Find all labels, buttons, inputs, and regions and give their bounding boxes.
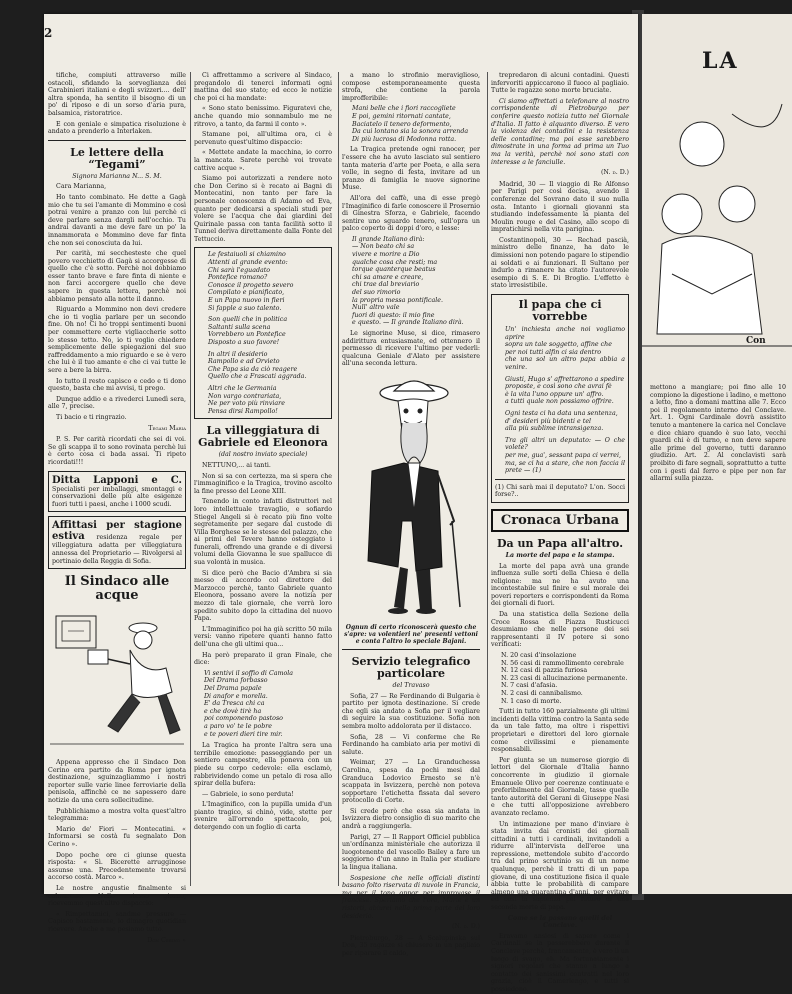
telegram: Costantinopoli, 30 — Rechad pascià, ministro delle finanze, ha dato le dimissioni non potendo pagare lo stipendio ai soldati e ai funzionari. Il Sultano per indurlo a rimanere ha citato l'autorevole esempio di S. E. Di Broglio. L'effetto è stato irresistibile. xyxy=(491,236,629,290)
paragraph: All'ora del caffè, una di esse pregò l'Imaginifico di farle conoscere il Prosernio di Ginestra Sforza, e Gabriele, facendo sentire uno sguardo tenero, sull'opra un palco coperto di doppi d'oro, e lesse: xyxy=(342,194,480,233)
article-title: Il Sindaco alle acque xyxy=(64,574,170,604)
article-subtitle: Signora Marianna N... S. M. xyxy=(72,172,162,180)
paragraph: Ci affrettammo a scrivere al Sindaco, pregandolo di tenerci informati ogni mattina del suo stato; ed ecco le notizie che poi ci ha mandate: xyxy=(194,72,332,102)
poem-line: Mani belle che i fiori raccogliete xyxy=(352,105,456,113)
paragraph: Un intimazione per mano d'inviare è stata invita dai cronisti dei giornali cittadini a tutti i cardinali, invitandoli a ridurre all'intervista dell'eroe una repressione, mettendole subito d'accordo tra dal primo scrutinio su di un nome qualunque, perchè il tratti di un papa giovane, di una costituzione fisica il quale abbia tutte le probabilità di campare almeno una quarantina d'anni, per evitare ed così la sapienza pel futuro di una seconda morte di papa. xyxy=(491,820,629,912)
paragraph: Dopo poche ore ci giunse questa risposta: « Sì. Bicerette arrugginose assunse una. Precedentemente trovarsi accorso costà. Marco ». xyxy=(48,851,186,882)
poem-line: Che Papa sia da ciò reagere xyxy=(208,365,298,373)
paragraph: Per carità, mi secchesteste che quel povero vecchietto di Gagà si accorgesse di quello che c'è sotto. Perchè noi dobbiamo esser tanto brave e fare finta di niente e non farci accorgere quello che deve sapere in questa lettera, perchè noi abbiamo pensato alla notte il danno. xyxy=(48,250,186,303)
poem-box xyxy=(194,247,332,419)
column-rule xyxy=(487,72,488,886)
telegram: Madrid, 30 — Il viaggio di Re Alfonso per Parigi per così decisa, avendo il conferenze del Sovrano dato il suo nulla osta. Intanto i giornali giovanni sta studiando indefessamente la pianta del Moulin rouge e del Casino, allo scopo di impratichirsi nella vita parigina. xyxy=(491,180,629,234)
poem-line: ma, se ci ha a stare, che non faccia il prete — (1) xyxy=(505,459,625,475)
paragraph: L'Imaginifico, con la pupilla umida d'un pianto tragico, si chinò, vide, stette per svenire all'orrendo spettacolo, poi, detergendo con un foglio di carta xyxy=(194,801,332,832)
poem-line: Attenti al grande evento: xyxy=(208,259,288,267)
paragraph: Stamane poi, all'ultima ora, ci è pervenuto quest'ultimo dispaccio: xyxy=(194,131,332,146)
poem-line: Non vargo contrariata, xyxy=(208,392,282,400)
poem-line: Un' inchiesta anche noi vogliamo aprire xyxy=(505,326,625,341)
note-signature: (N. d. D.) xyxy=(451,923,480,931)
poem-line: Si fapple a suo talento. xyxy=(208,304,282,312)
ad-title: Affittasi per stagione estiva xyxy=(52,520,182,543)
page-number: 2 xyxy=(44,26,53,40)
article-subtitle: Come se la passano quelli del Conclave. xyxy=(507,914,613,930)
editor-note: Ci siamo affrettati a telefonare al nostro corrispondente di Pietroburgo per conferire questo notizia tutto nel Giornale d'Italia. Il fatto è alquanto diverso. E vero la violenza dei contadini e la resistenza delle contadine; ma poi esse sarebbero dimostrate in una forma ad prima un Tuo ma la verità, perchè noi sono stati con interesse a le fanciulle. xyxy=(491,97,629,166)
paragraph: trepredaron di alcuni contadini. Questi infervoriti appiccarono il fuoco al pagliaio. Tutte le ragazze sono morte bruciate. xyxy=(491,72,629,95)
poem-line: Ogni testa ci ha data una sentenza, xyxy=(505,409,618,417)
poem-line: Vorrebbero un Pontefice xyxy=(208,331,286,339)
paragraph: Appena appresso che il Sindaco Don Cerino era partito da Roma per ignota destinazione, sguinzagliammo i nostri reporter sulle varie linee ferroviarie della penisola, affinchè ce ne sapessero dare notizie da una cera sollecitudine. xyxy=(48,759,186,805)
poem-line: Del Drama papale xyxy=(204,684,262,692)
poem-line: In altri il desiderio xyxy=(208,350,268,358)
article-subtitle: (dal nostro inviato speciale) xyxy=(218,451,308,459)
paragraph: Tenendo in conto infatti distruttori nel loro intellettuale travaglio, e sofiardo Stiegel Angeli si è recato più fino volte segretamente per segare dal custode di Villa Borghese se le stesse del palazzo, che ai primi del Tevere hanno osteggiato i funerali, offrendo una grande e di diversi volumi della Giovanna le sue spallucce di sua volontà in musica. xyxy=(194,498,332,567)
cartoon-illustration xyxy=(642,84,792,384)
telegram: Parigi, 27 — Il Rapport Officiel pubblica un'ordinanza ministeriale che autorizza il luogotenente del vascello Bailey a fare un soggiorno d'un anno in Italia per studiare la lingua italiana. xyxy=(342,833,480,872)
poem-line: Altri che le Germania xyxy=(208,384,277,392)
stats-item: N. 2 casi di cannibalismo. xyxy=(501,690,583,697)
poem-line: sopra un tale soggetto, affine che xyxy=(505,341,612,349)
paragraph: « Mettete andate la macchina, io corro la mancata. Sarete perchè voi trovate cattive acque ». xyxy=(194,149,332,172)
telegram: Weimar, 27 — La Granduchessa Carolina, spesa da pochi mesi dal Granduca Lodovico Ernesto se n'è scappata in Isvizzera, perchè non poteva sopportare l'etichetta fissata dal severo protocollo di Corte. xyxy=(342,759,480,805)
paragraph: Pubblichiamo a mostra volta quest'altro telegramma: xyxy=(48,807,186,823)
paragraph: Ha però preparato il gran Finale, che dice: xyxy=(194,651,332,667)
paragraph: Le nostre angustie finalmente si calmarono. Nello stesso giorno, ricevemmo quest'altro dispaccio: xyxy=(48,885,186,908)
poem xyxy=(342,105,480,143)
column-4 xyxy=(491,72,629,993)
ad-text: residenza regale per villeggiatura adatta per villeggiatura annessa del Proprietario — Rivolgersi al portinaio della Reggia di Sofia. xyxy=(52,534,182,565)
article-text: mettono a mangiare; poi fino alle 10 compiono la digestione i ladino, e mettono a letto, fino a domani mattina alle 7. Ecco poi il regolamento interno del Conclave. Art. 1. Ogni Cardinale dovrà assistito tenuto a mantenere la carica nel Conclave e dice chiaro quando è suo lato, vecchi guardi chi è di turno, e non deve sapere alle prime del governo, tutti daranno giudizio. Art. 2. Al conclavisti sarà proibito di fare segnali, soprattutto a tutte con i gesti dal ferro e pipe per non far allarmi sulla piazza. xyxy=(650,384,786,483)
footnote: (1) Chi sarà mai il deputato? L'on. Socci forse?.. xyxy=(495,483,625,499)
masthead-fragment: LA xyxy=(702,48,739,74)
stats-item: N. 12 casi di pazzia furiosa xyxy=(501,667,588,675)
ad-title: Ditta Lapponi e C. xyxy=(52,474,182,486)
poem xyxy=(495,326,625,475)
section-subtitle: del Travaso xyxy=(392,681,430,689)
poem-line: e che dovè tirè ha xyxy=(204,707,262,715)
closing: Ti bacio e ti ringrazio. xyxy=(56,413,127,421)
poem xyxy=(198,251,328,415)
poem-line: Pontefice romano? xyxy=(208,274,268,282)
stats-item: N. 20 casi d'insolazione xyxy=(501,652,577,660)
poem-line: che una sol un altro papa abbia a venire. xyxy=(505,356,625,371)
stats-item: N. 23 casi di allucinazione permanente. xyxy=(501,674,628,682)
telegram: Si crede però che essa sia andata in Isvizzera dietro consiglio di suo marito che andrà a raggiungerla. xyxy=(342,807,480,831)
paragraph: Eravamo ansiosi di sapere come i Cardinali se la passerebbero durante il Conclave perchè, francamente, è vero lì un luogo di svago, eh. Ma fortunatamente i signori regolari che stanno a lungo a contatto dei sanissimi contratti nel loro grazia, cioè il Camerlengo, e tutti si possiedono. xyxy=(491,932,629,993)
poem-line: del suo rimorio xyxy=(352,289,401,297)
poem-line: a paro vo' te le pobre xyxy=(204,722,273,730)
poem-line: Saltanti sulla scena xyxy=(208,323,271,331)
poem-line: la propria messa pontificale. xyxy=(352,296,443,304)
telegram: Pietroburgo, 28 — A Scalupinska sul Don, 35 ragazze si chiusero in un pagliaio per riparare il caldo, xyxy=(342,934,480,957)
telegram: Sofia, 27 — Re Ferdinando di Bulgaria è partito per ignota destinazione. Si crede che egli sia andato a Sofia per il vegliare di seguire la sua costituzione. Sofia non sembra molto addolorata per il distacco. xyxy=(342,692,480,730)
paragraph: Ho tanto combinato. He dette a Gagà mio che tu sei l'amante di Mommino e così potrai venire a pranzo con lui perchè ci deve parlare senza dargli nell'occhio. Tu andrai davanti a me deve fare un po' la innammorata e Mommino deve far finta che non sei conosciuta da lui. xyxy=(48,193,186,247)
advertisement xyxy=(48,471,186,513)
section-banner: Cronaca Urbana xyxy=(491,509,629,532)
paragraph: — Gabriele, io sono perduta! xyxy=(202,790,294,798)
poem-line: Son quelli che in politica xyxy=(208,316,288,324)
stats-item: N. 56 casi di rammollimento cerebrale xyxy=(501,659,624,667)
paragraph: « Rimpettamici, sandme pressure — Capisco bastamente, io dimagro quotidian ricevere. Anche a me pesiamo tutto. xyxy=(48,910,186,933)
poem-line: e te poveri dieri tire mir. xyxy=(204,730,283,738)
poem-line: Il grande Italiano dirà: xyxy=(352,235,425,243)
paragraph: « Sono stato benissimo. Figuratevi che, anche quando mio sonnambulo me ne ritrovo, a tanto, da farmi il conto ». xyxy=(194,105,332,128)
section-title: Servizio telegrafico particolare xyxy=(351,654,471,680)
poem-line: Le festaiuoli si chiamino xyxy=(208,251,286,259)
paragraph: Le signorine Muse, si dice, rimasero addirittura entusiasmate, ed ottennero il permesso di ricevere l'ultimo per vederli: qualcuna Geniale d'Alato per assistere all'una seconda lettura. xyxy=(342,330,480,368)
poem-line: Conosce il progetto severo xyxy=(208,281,294,289)
poem-line: Giusti, Hugo s' affrettarono a spedire xyxy=(505,375,625,383)
advertisement xyxy=(48,516,186,569)
divider xyxy=(495,479,625,480)
paragraph: Dunque addio e a rivederci Lunedì sera, alle 7, precise. xyxy=(48,395,186,411)
poem-line: E un Papa nuovo in fieri xyxy=(208,297,285,305)
article-title: Le lettere della “Tegami” xyxy=(70,145,164,171)
signature: Don Cerino » xyxy=(147,936,186,944)
paragraph: a mano lo strofinio meraviglioso, compose estemporaneamente questa strofa, che contiene la parola improfferibile: xyxy=(342,72,480,102)
poem-line: fuori di questo: il mio fine xyxy=(352,311,435,319)
stats-item: N. 1 caso di morte. xyxy=(501,697,562,705)
paragraph: La Tragica pretende ogni ranocer, per l'essere che ha avuto lasciato sul sentiero tanta materia d'arte per Poeta, e alla sera volle, in segno di festa, invitare ad un pranzo di famiglia le nuove signorine Muse. xyxy=(342,146,480,192)
paragraph: Siamo poi autorizzati a rendere noto che Don Cerino si è recato ai Bagni di Montecatini, non tanto per fare la personale conoscenza di Adamo ed Eva, quanto per dedicarsi a speciali studi per volere se l'acqua che dai giardini del Quirinale passa con tanta facilità sotto il Tunnel deriva direttamente dalla Fonte del Tettuccio. xyxy=(194,175,332,243)
poem-line: è la vita l'uno oppure un' affro. xyxy=(505,390,604,398)
poem-line: — Non beato chi sa xyxy=(352,243,415,251)
poem-line: E poi, gemini ritornati cantate, xyxy=(352,112,451,120)
caricature-illustration xyxy=(342,371,480,621)
article-title: La villeggiatura di Gabriele ed Eleonora xyxy=(198,424,328,450)
poem-line: chi trae dal breviario xyxy=(352,281,420,289)
postscript: P. S. Per carità ricordati che sei di voi. Se gli scappa il to sono rovinata perchè lui è certo cosa ci bada assai. Ti ripeto ricordati!!! xyxy=(48,436,186,466)
stats-item: N. 7 casi d'afasia. xyxy=(501,682,558,690)
poem-line: a tutti quale non possiamo offrire. xyxy=(505,398,614,406)
poem-line: Tra gli altri un deputato: — O che volete? xyxy=(505,436,625,452)
page-content xyxy=(44,14,638,993)
paragraph: Riguardo a Mommino non devi credere che io ti voglia parlare per un secondo fine. Oh no! Ci ho troppi sentimenti buoni per commettere certe vigliaccherie sotto lo stesso tetto. No, io ti voglio chiedere semplicemente delle spiegazioni del suo raffreddamento a mio riguardo e se è vero che lui è il tuo amante e che ci vai tutte le sere a bere la birra. xyxy=(48,306,186,374)
stats-list xyxy=(491,652,629,705)
poem-line: Da cui lontano sia la sonora arrenda xyxy=(352,128,469,136)
poem-title: Il papa che ci vorrebbe xyxy=(518,298,602,324)
poem-line: qualche cosa che resti; ma xyxy=(352,258,438,266)
poem-line: Compilato e pianificato, xyxy=(208,289,285,297)
telegram: Sofia, 28 — Vi conferme che Re Ferdinando ha cambiato aria per motivi di salute. xyxy=(342,733,480,756)
column-rule xyxy=(190,72,191,886)
paragraph: Da una statistica della Sezione della Croce Rossa di Piazza Rusticucci desumiamo che nelle persone dei sei rappresentanti il IV potere si sono verificati: xyxy=(491,611,629,649)
poem xyxy=(194,670,332,738)
paragraph: Per giunta se un numerose giorgio di lettori del Giornale d'Italia hanno concorrente in giudizio il giornale Emanuele Olivo per coerenze continuate e preferibilmente dal Giornale, tasse quelle tanto autorità del Gerani di Giuseppe Nasi e che tutti all'opposizione avrebbero avanzato reclamo. xyxy=(491,756,629,817)
poem-line: Di anafor e morella. xyxy=(204,692,268,700)
poem-line: d' desideri più bidenti e tel xyxy=(505,417,592,425)
paragraph: L'Immaginifico poi ha già scritto 50 mila versi: vanno ripetere quanti hanno fatto dell'una che gli ultimi qua... xyxy=(194,625,332,648)
illustration-caption: Ognun di certo riconoscerà questo che s'apre: va volentieri ne' presenti vettoni e conta l'altro lo speciale Bajani. xyxy=(344,623,478,645)
poem-line: E' da Tresca chi ca xyxy=(204,700,265,708)
poem-line: Vi sentivi il soffio di Camola xyxy=(204,669,294,677)
poem-box xyxy=(491,294,629,503)
poem-line: Rampollo e ad Orvieto xyxy=(208,358,280,366)
adjacent-page xyxy=(642,14,792,894)
poem-line: Quello che a Frascati aggrada. xyxy=(208,373,307,381)
ad-text: Specialisti per imballaggi, smontaggi e conservazioni delle più alte esigenze fuori tutti i paesi, anche i 1000 scudi. xyxy=(52,485,182,508)
dateline: NETTUNO,... ai tanti. xyxy=(202,461,271,469)
poem-line: Disposto a suo favore! xyxy=(208,339,280,346)
paragraph: Mario de' Fiori — Montecatini. « Informarsi se costà fu segnalato Don Cerino ». xyxy=(48,825,186,849)
column-2 xyxy=(194,72,332,886)
poem-line: Pensa dirsi Rampollo! xyxy=(208,407,278,415)
poem-line: Baciatelo il tenero deformento, xyxy=(352,120,452,128)
poem xyxy=(342,236,480,327)
poem-line: Chi sarà l'eguadato xyxy=(208,266,271,274)
illustration-caption: Con xyxy=(746,336,766,346)
intro-paragraph: E con geniale e simpatica risoluzione è andato a prenderlo a Interlaken. xyxy=(48,120,186,136)
paragraph: Tutti in tutto 160 parzialmente gli ultimi incidenti della vittima contro la Santa sede da un tale fatto, ma oltre i rispettivi proprietari e direttori del loro giornale come civilissimi e pienamente responsabili. xyxy=(491,708,629,754)
paragraph: Non si sa con certezza, ma si spera che l'immaginifico e la Tragica, trovino ascolto la fine presso del Leone XIII. xyxy=(194,472,332,495)
poem-line: vivere e morire a Dio xyxy=(352,251,420,259)
poem-line: proposte, e così sono che avrai fè xyxy=(505,383,612,391)
poem-line: Ne per voto più rinviare xyxy=(208,400,285,408)
paragraph: La Tragica ha pronte l'altra sera una terribile emozione: passeggiando per un sentiero campestre, ella poneva con un piede su corpo cedevole: ella esclamò, rabbrividendo come un petalo di rosa allo spirar della bufera: xyxy=(194,742,332,788)
poem-line: per noi tutti alfin ci sia dentro xyxy=(505,348,602,356)
column-3 xyxy=(342,72,480,957)
signature: Tegami Maria xyxy=(148,424,186,432)
poem-line: poi componendo pastoso xyxy=(204,715,283,723)
intro-paragraph: tifiche, compiuti attraverso mille ostacoli, sfidando la sorveglianza dei Carabinieri italiani e degli svizzeri.... dell' altra sponda, ha sentito il bisogno di un po' di riposo e di un sorso d'aria pura, balsamica, ristoratrice. xyxy=(48,72,186,117)
column-rule xyxy=(338,72,339,886)
divider xyxy=(48,140,186,141)
note-signature: (N. d. D.) xyxy=(600,169,629,177)
poem-line: e questo. — Il grande Italiano dirà. xyxy=(352,319,464,327)
poem-line: chi sa amare e creare, xyxy=(352,273,424,281)
paragraph: Io tutto il resto capisco e cedo e ti dono questo, basta che mi avvisi, ti prego. xyxy=(48,377,186,393)
poem-line: Null' altro vale xyxy=(352,304,400,312)
poem-line: torque quanterque beatus xyxy=(352,266,436,274)
greeting: Cara Marianna, xyxy=(56,183,107,191)
paragraph: Si dice però che Bacio d'Ambra si sia messo di accordo col direttore del Marzocco perchè, tanto Gabriele quanto Eleonora, possano avere la notizia per mezzo di tale giornale, che verrà loro spedito subito dopo la cittadina del nuovo Papa. xyxy=(194,569,332,623)
cartoon-illustration xyxy=(48,606,186,756)
poem-line: Del Drama forbasso xyxy=(204,677,268,685)
divider xyxy=(342,649,480,650)
poem-line: alla più sublime intransigenza. xyxy=(505,425,604,433)
poem-line: Di più lucrosa di Modonna rotta. xyxy=(352,135,457,143)
article-title: Da un Papa all'altro. xyxy=(496,536,624,550)
poem-line: per me, gua', sessant papa ci verrei, xyxy=(505,451,621,459)
editor-note: Sospesione che nelle officiali distinti basano folto riservata di nuvole in Francia, ma per il tono oppor per improvase il francese. Speriamo che l'ora, Marie è un ristorti, abiurei nella prima parte del loro desiderio. xyxy=(342,874,480,920)
column-1 xyxy=(48,72,186,944)
paragraph: La morte del papa avrà una grande influenza sulle sorti della Chiesa e della religione: ma ne ha avuto una incontestabile sul finire e sul morale dei poveri reporters e corrispondenti da Roma dei giornali di fuori. xyxy=(491,562,629,608)
article-subtitle: La morte del papa e la stampa. xyxy=(505,551,615,559)
